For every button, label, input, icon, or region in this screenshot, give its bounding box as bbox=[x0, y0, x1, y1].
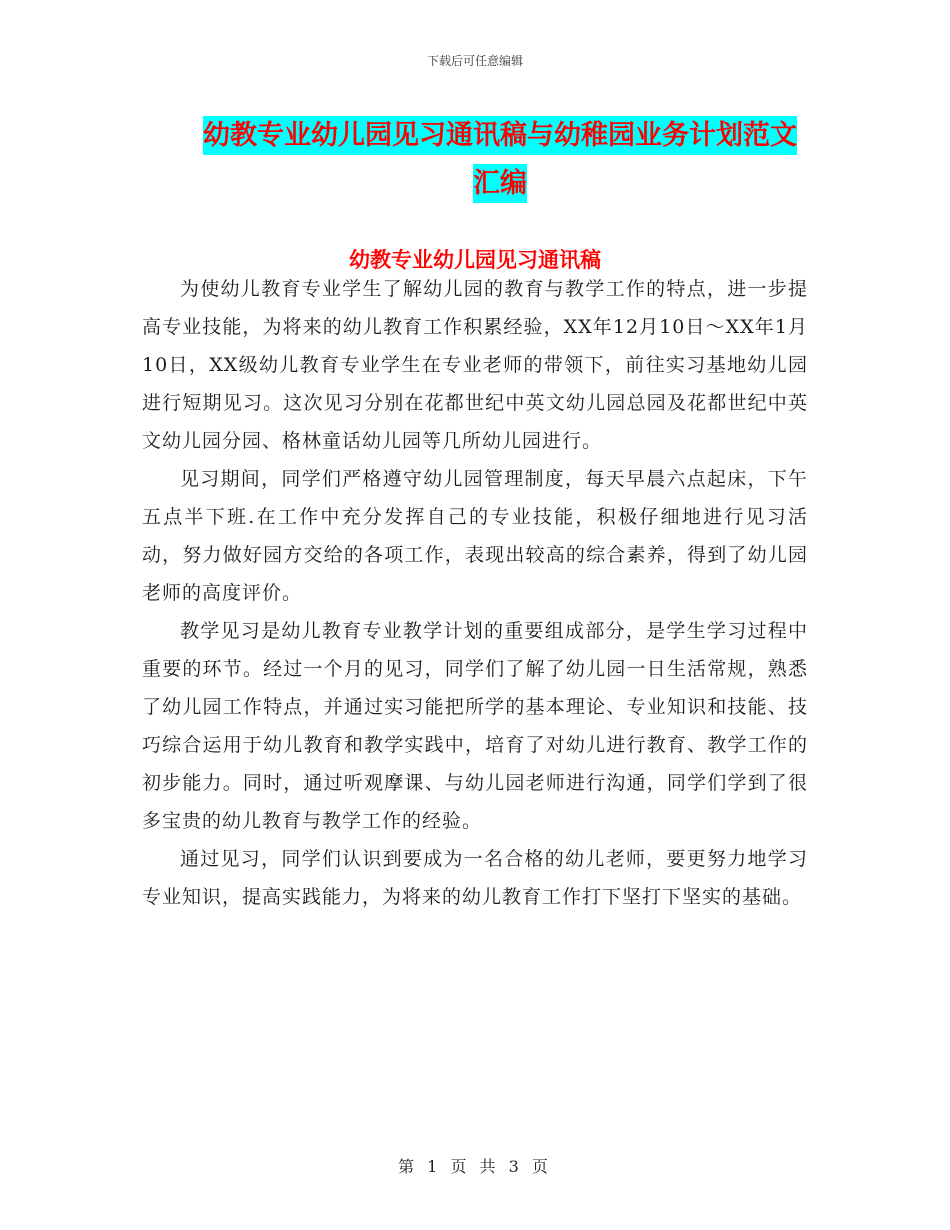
document-title bbox=[190, 112, 810, 208]
header-note: 下载后可任意编辑 bbox=[426, 54, 523, 68]
document-title-text: 幼教专业幼儿园见习通讯稿与幼稚园业务计划范文汇编 bbox=[203, 116, 797, 203]
article-body bbox=[142, 270, 808, 916]
paragraph: 见习期间，同学们严格遵守幼儿园管理制度，每天早晨六点起床，下午五点半下班.在工作中充分发挥自己的专业技能，积极仔细地进行见习活动，努力做好园方交给的各项工作，表现出较高的综合素养，得到了幼儿园老师的高度评价。 bbox=[142, 468, 808, 604]
paragraph: 通过见习，同学们认识到要成为一名合格的幼儿老师，要更努力地学习专业知识，提高实践能力，为将来的幼儿教育工作打下坚打下坚实的基础。 bbox=[142, 848, 808, 908]
paragraph: 教学见习是幼儿教育专业教学计划的重要组成部分，是学生学习过程中重要的环节。经过一个月的见习，同学们了解了幼儿园一日生活常规，熟悉了幼儿园工作特点，并通过实习能把所学的基本理论、专业知识和技能、技巧综合运用于幼儿教育和教学实践中，培育了对幼儿进行教育、教学工作的初步能力。同时，通过听观摩课、与幼儿园老师进行沟通，同学们学到了很多宝贵的幼儿教育与教学工作的经验。 bbox=[142, 620, 808, 832]
paragraph: 为使幼儿教育专业学生了解幼儿园的教育与教学工作的特点，进一步提高专业技能，为将来的幼儿教育工作积累经验，XX年12月10日～XX年1月10日，XX级幼儿教育专业学生在专业老师的带领下，前往实习基地幼儿园进行短期见习。这次见习分别在花都世纪中英文幼儿园总园及花都世纪中英文幼儿园分园、格林童话幼儿园等几所幼儿园进行。 bbox=[142, 278, 808, 452]
page-number-footer: 第 1 页 共 3 页 bbox=[398, 1157, 552, 1176]
section-title: 幼教专业幼儿园见习通讯稿 bbox=[349, 248, 601, 272]
